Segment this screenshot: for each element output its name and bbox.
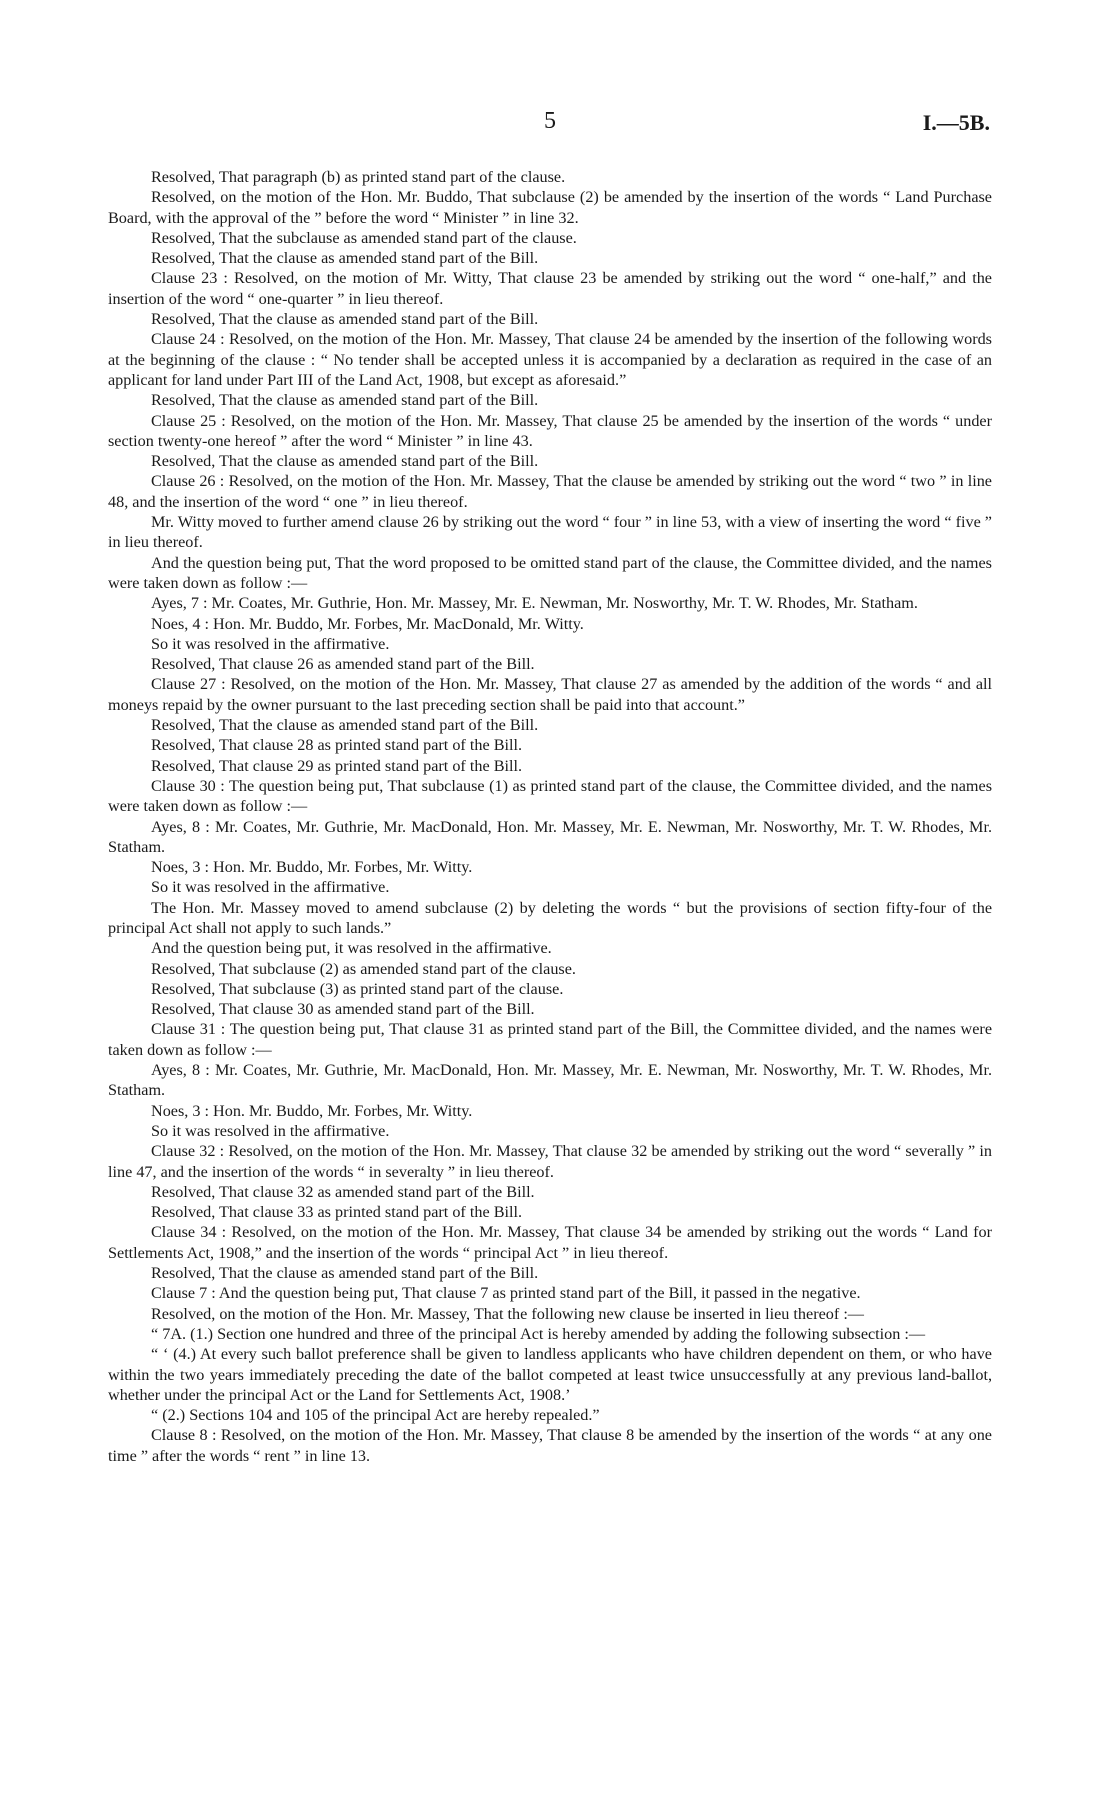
paragraph: Clause 24 : Resolved, on the motion of the Hon. Mr. Massey, That clause 24 be amended by the insertion of the following words at the beginning of the clause : “ No tender shall be accepted unless it is accompanied by a declaration as required in the case of an applicant for land under Part III of the Land Act, 1908, but except as aforesaid.” [108, 330, 992, 389]
paragraph: Ayes, 8 : Mr. Coates, Mr. Guthrie, Mr. MacDonald, Hon. Mr. Massey, Mr. E. Newman, Mr. Nosworthy, Mr. T. W. Rhodes, Mr. Statham. [108, 1061, 992, 1100]
paragraph: Resolved, That clause 29 as printed stand part of the Bill. [151, 756, 523, 775]
paragraph: Resolved, on the motion of the Hon. Mr. Massey, That the following new clause be inserted in lieu thereof :— [151, 1304, 864, 1323]
paragraph: “ ‘ (4.) At every such ballot preference shall be given to landless applicants who have children dependent on them, or who have within the two years immediately preceding the date of the ballot competed at least twice unsuccessfully at any previous land-ballot, whether under the principal Act or the Land for Settlements Act, 1908.’ [108, 1345, 992, 1404]
paragraph: Resolved, That the clause as amended stand part of the Bill. [151, 452, 539, 471]
paragraph: Clause 32 : Resolved, on the motion of the Hon. Mr. Massey, That clause 32 be amended by striking out the word “ severally ” in line 47, and the insertion of the words “ in severalty ” in lieu thereof. [108, 1142, 992, 1181]
paragraph: Clause 23 : Resolved, on the motion of Mr. Witty, That clause 23 be amended by striking out the word “ one-half,” and the insertion of the word “ one-quarter ” in lieu thereof. [108, 269, 992, 308]
paragraph: Resolved, That the clause as amended stand part of the Bill. [151, 391, 539, 410]
page-number: 5 [544, 108, 556, 134]
paragraph: Resolved, That paragraph (b) as printed stand part of the clause. [151, 168, 566, 186]
paragraph: Ayes, 8 : Mr. Coates, Mr. Guthrie, Mr. MacDonald, Hon. Mr. Massey, Mr. E. Newman, Mr. Nosworthy, Mr. T. W. Rhodes, Mr. Statham. [108, 817, 992, 856]
paragraph: The Hon. Mr. Massey moved to amend subclause (2) by deleting the words “ but the provisions of section fifty-four of the principal Act shall not apply to such lands.” [108, 898, 992, 937]
paragraph: Clause 27 : Resolved, on the motion of the Hon. Mr. Massey, That clause 27 as amended by the addition of the words “ and all moneys repaid by the owner pursuant to the last preceding section shall be paid into that account.” [108, 675, 992, 714]
paragraph: Resolved, That subclause (2) as amended stand part of the clause. [151, 959, 576, 978]
paragraph: Noes, 3 : Hon. Mr. Buddo, Mr. Forbes, Mr. Witty. [151, 1101, 473, 1120]
paragraph: Noes, 4 : Hon. Mr. Buddo, Mr. Forbes, Mr. MacDonald, Mr. Witty. [151, 614, 584, 633]
paragraph: Clause 30 : The question being put, That subclause (1) as printed stand part of the clause, the Committee divided, and the names were taken down as follow :— [108, 776, 992, 816]
paragraph: “ 7A. (1.) Section one hundred and three of the principal Act is hereby amended by adding the following subsection :— [151, 1324, 926, 1343]
paragraph: Resolved, That the clause as amended stand part of the Bill. [151, 1264, 539, 1283]
document-body [108, 167, 992, 1466]
paragraph: Resolved, That clause 33 as printed stand part of the Bill. [151, 1203, 523, 1222]
paragraph: Clause 26 : Resolved, on the motion of the Hon. Mr. Massey, That the clause be amended by striking out the word “ two ” in line 48, and the insertion of the word “ one ” in lieu thereof. [108, 472, 992, 511]
paragraph: Resolved, That clause 32 as amended stand part of the Bill. [151, 1182, 535, 1201]
paragraph: So it was resolved in the affirmative. [151, 1121, 390, 1140]
paragraph: Clause 34 : Resolved, on the motion of the Hon. Mr. Massey, That clause 34 be amended by striking out the words “ Land for Settlements Act, 1908,” and the insertion of the words “ principal Act ” in lieu thereof. [108, 1223, 992, 1262]
paragraph: Ayes, 7 : Mr. Coates, Mr. Guthrie, Hon. Mr. Massey, Mr. E. Newman, Mr. Nosworthy, Mr. T. W. Rhodes, Mr. Statham. [151, 594, 918, 613]
paragraph: And the question being put, it was resolved in the affirmative. [151, 939, 552, 958]
paragraph: Clause 31 : The question being put, That clause 31 as printed stand part of the Bill, the Committee divided, and the names were taken down as follow :— [108, 1020, 992, 1059]
paragraph: And the question being put, That the word proposed to be omitted stand part of the clause, the Committee divided, and the names were taken down as follow :— [108, 553, 992, 592]
paragraph: Clause 8 : Resolved, on the motion of the Hon. Mr. Massey, That clause 8 be amended by the insertion of the words “ at any one time ” after the words “ rent ” in line 13. [108, 1426, 992, 1465]
paragraph: Mr. Witty moved to further amend clause 26 by striking out the word “ four ” in line 53, with a view of inserting the word “ five ” in lieu thereof. [108, 513, 992, 552]
page-header [110, 108, 990, 138]
paragraph: Resolved, That clause 30 as amended stand part of the Bill. [151, 1000, 535, 1019]
paragraph: Resolved, That clause 28 as printed stand part of the Bill. [151, 736, 523, 755]
paragraph: Resolved, That the subclause as amended stand part of the clause. [151, 228, 577, 247]
paragraph: Resolved, That clause 26 as amended stand part of the Bill. [151, 655, 535, 674]
paragraph: So it was resolved in the affirmative. [151, 634, 390, 653]
paragraph: Noes, 3 : Hon. Mr. Buddo, Mr. Forbes, Mr. Witty. [151, 858, 473, 877]
paragraph: So it was resolved in the affirmative. [151, 878, 390, 897]
paragraph: Clause 7 : And the question being put, That clause 7 as printed stand part of the Bill, it passed in the negative. [151, 1284, 861, 1303]
paragraph: Resolved, That the clause as amended stand part of the Bill. [151, 310, 539, 329]
paragraph: Resolved, That subclause (3) as printed stand part of the clause. [151, 979, 564, 998]
document-reference: I.—5B. [922, 110, 990, 135]
paragraph: Resolved, That the clause as amended stand part of the Bill. [151, 716, 539, 735]
paragraph: Resolved, That the clause as amended stand part of the Bill. [151, 249, 539, 268]
paragraph: Clause 25 : Resolved, on the motion of the Hon. Mr. Massey, That clause 25 be amended by the insertion of the words “ under section twenty-one hereof ” after the word “ Minister ” in line 43. [108, 411, 992, 450]
paragraph: Resolved, on the motion of the Hon. Mr. Buddo, That subclause (2) be amended by the insertion of the words “ Land Purchase Board, with the approval of the ” before the word “ Minister ” in line 32. [108, 188, 992, 227]
paragraph: “ (2.) Sections 104 and 105 of the principal Act are hereby repealed.” [151, 1406, 600, 1425]
